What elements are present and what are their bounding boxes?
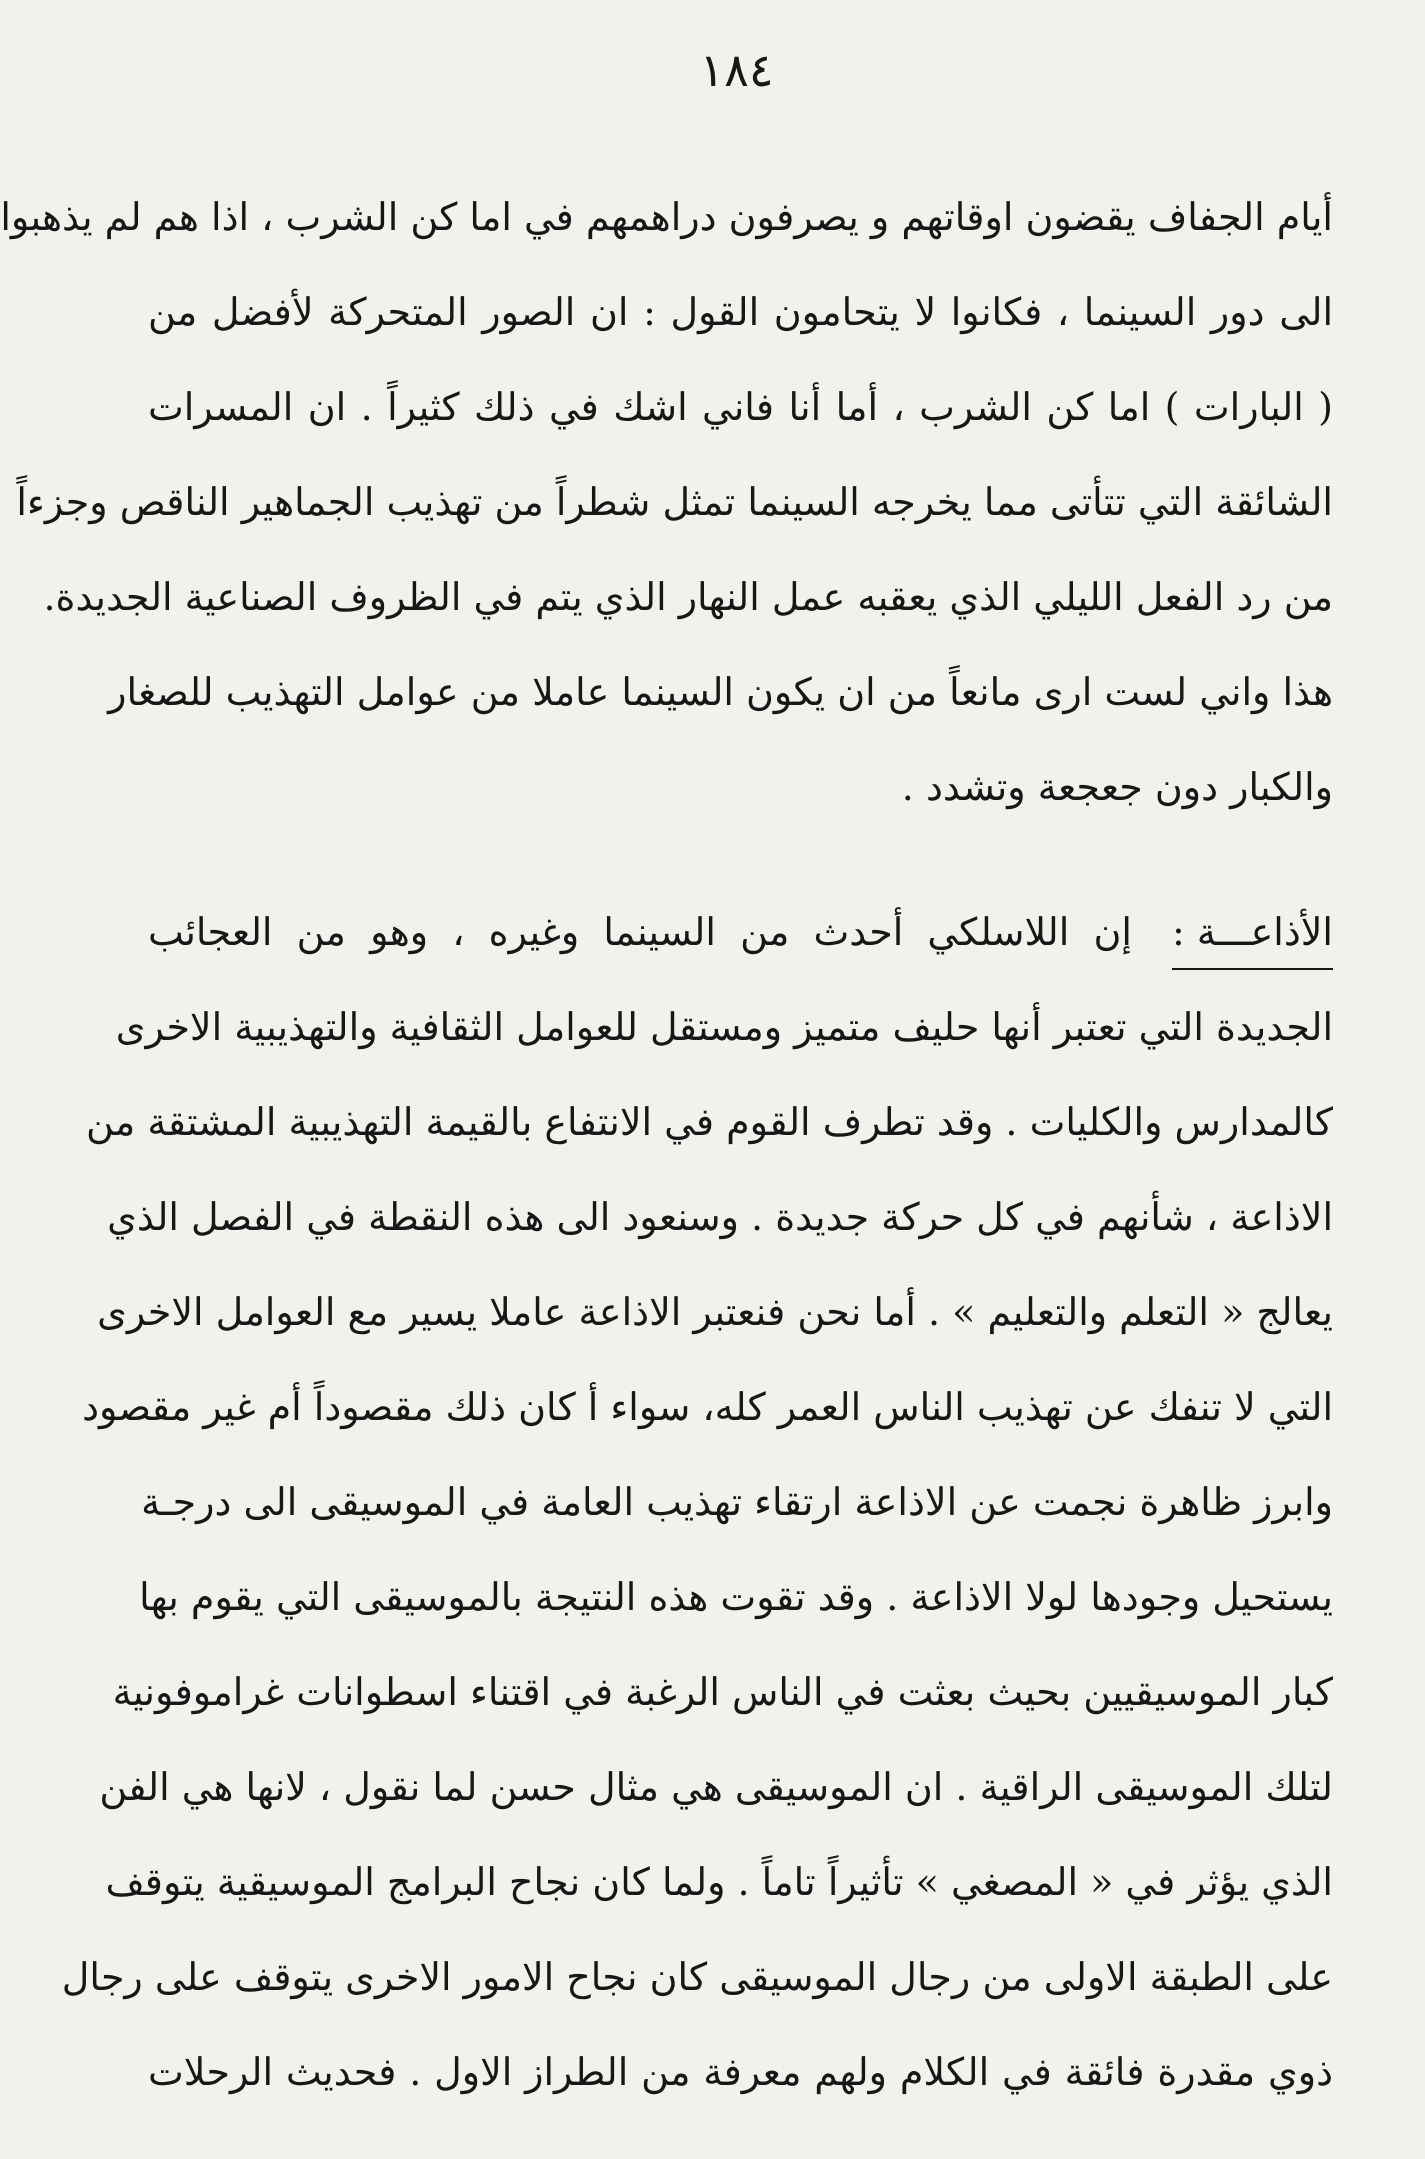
text-line: ( البارات ) اما كن الشرب ، أما أنا فاني اشك في ذلك كثيراً . ان المسرات (148, 385, 1333, 429)
text-line: يعالج « التعلم والتعليم » . أما نحن فنعتبر الاذاعة عاملا يسير مع العوامل الاخرى (97, 1290, 1333, 1334)
body-text (0, 170, 1333, 2120)
text-line: الاذاعة ، شأنهم في كل حركة جديدة . وسنعود الى هذه النقطة في الفصل الذي (107, 1195, 1333, 1239)
paragraph-cinema (0, 170, 1333, 835)
text-line: كالمدارس والكليات . وقد تطرف القوم في الانتفاع بالقيمة التهذيبية المشتقة من (85, 1100, 1333, 1144)
section-heading: الأذاعـــة : (1172, 885, 1333, 980)
text-line: أيام الجفاف يقضون اوقاتهم و يصرفون دراهمهم في اما كن الشرب ، اذا هم لم يذهبوا (0, 195, 1333, 239)
text-line: الذي يؤثر في « المصغي » تأثيراً تاماً . ولما كان نجاح البرامج الموسيقية يتوقف (105, 1860, 1333, 1904)
text-line: هذا واني لست ارى مانعاً من ان يكون السينما عاملا من عوامل التهذيب للصغار (108, 670, 1333, 714)
text-line: الى دور السينما ، فكانوا لا يتحامون القول : ان الصور المتحركة لأفضل من (148, 290, 1333, 334)
text-line: يستحيل وجودها لولا الاذاعة . وقد تقوت هذه النتيجة بالموسيقى التي يقوم بها (139, 1575, 1333, 1619)
text-line: كبار الموسيقيين بحيث بعثت في الناس الرغبة في اقتناء اسطوانات غراموفونية (112, 1670, 1333, 1714)
page-number: ١٨٤ (699, 43, 774, 97)
text-line: وابرز ظاهرة نجمت عن الاذاعة ارتقاء تهذيب العامة في الموسيقى الى درجـة (141, 1480, 1333, 1524)
text-line: ذوي مقدرة فائقة في الكلام ولهم معرفة من الطراز الاول . فحديث الرحلات (148, 2050, 1333, 2094)
text-line: الجديدة التي تعتبر أنها حليف متميز ومستقل للعوامل الثقافية والتهذيبية الاخرى (115, 1005, 1333, 1049)
heading-line (148, 885, 1333, 980)
text-line: الشائقة التي تتأتى مما يخرجه السينما تمثل شطراً من تهذيب الجماهير الناقص وجزءاً (16, 480, 1333, 524)
text-line: التي لا تنفك عن تهذيب الناس العمر كله، سواء أ كان ذلك مقصوداً أم غير مقصود (82, 1385, 1333, 1429)
paragraph-gap (148, 835, 1333, 885)
text-line: والكبار دون جعجعة وتشدد . (901, 765, 1333, 809)
text-line: إن اللاسلكي أحدث من السينما وغيره ، وهو من العجائب (148, 910, 1132, 954)
text-line: من رد الفعل الليلي الذي يعقبه عمل النهار الذي يتم في الظروف الصناعية الجديدة. (43, 575, 1333, 619)
text-line: لتلك الموسيقى الراقية . ان الموسيقى هي مثال حسن لما نقول ، لانها هي الفن (99, 1765, 1333, 1809)
text-line: على الطبقة الاولى من رجال الموسيقى كان نجاح الامور الاخرى يتوقف على رجال (61, 1955, 1333, 1999)
paragraph-radio (61, 885, 1333, 2120)
